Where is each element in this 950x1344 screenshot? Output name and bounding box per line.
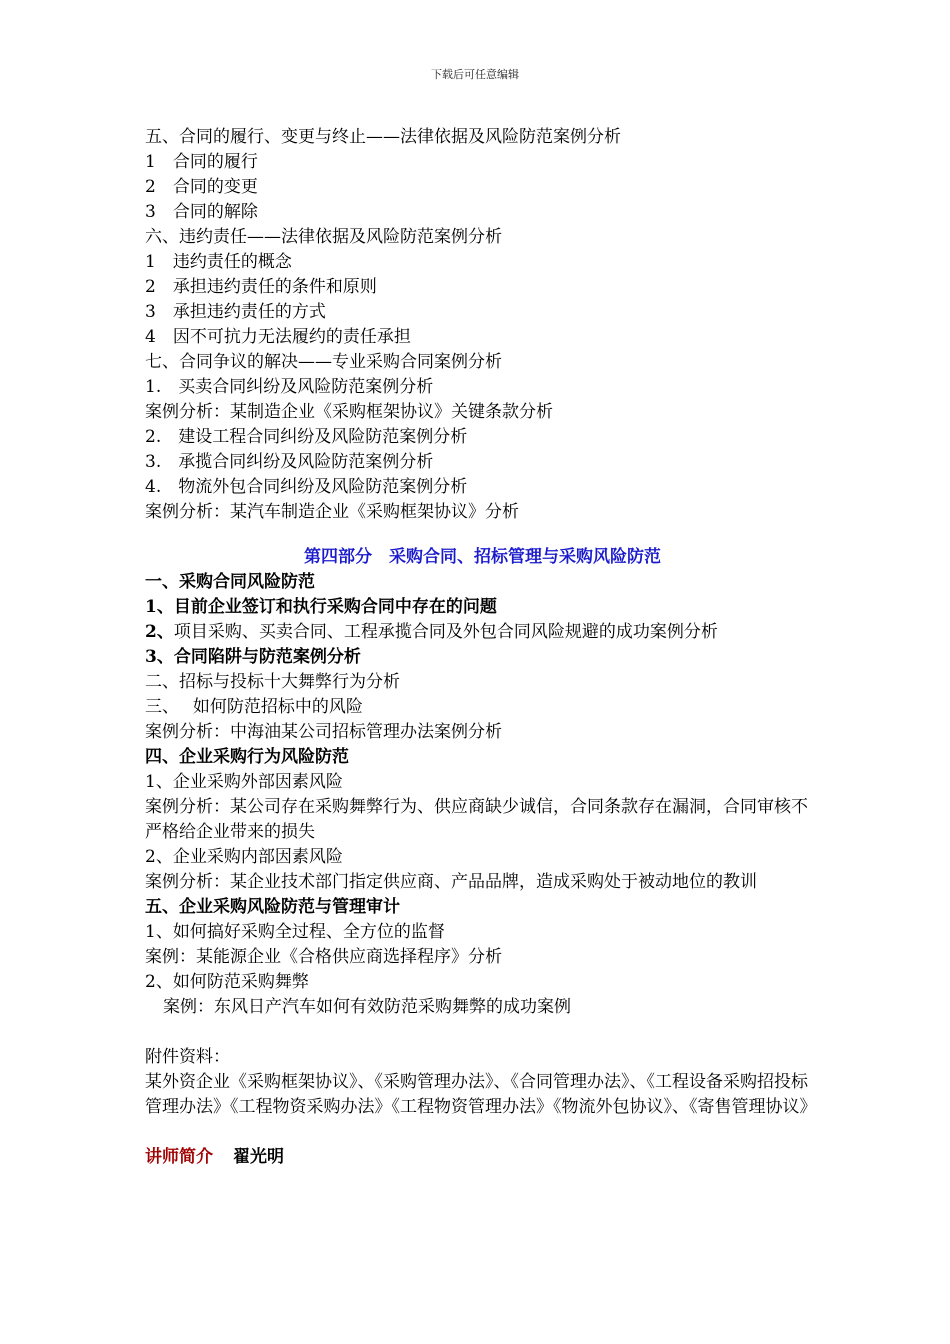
list-item: 2 合同的变更: [145, 177, 258, 197]
item-text: 项目采购、买卖合同、工程承揽合同及外包合同风险规避的成功案例分析: [173, 622, 718, 642]
case-analysis: 案例：东风日产汽车如何有效防范采购舞弊的成功案例: [163, 997, 571, 1017]
list-item: 2、企业采购内部因素风险: [145, 847, 343, 867]
list-item: 1 合同的履行: [145, 152, 258, 172]
list-item: 1、目前企业签订和执行采购合同中存在的问题: [145, 597, 497, 617]
list-item: [145, 620, 820, 645]
list-item: 案例分析：某制造企业《采购框架协议》关键条款分析: [145, 402, 553, 422]
list-item: 3 合同的解除: [145, 202, 258, 222]
part4-s4-title: 四、企业采购行为风险防范: [145, 747, 349, 767]
list-item: 1 违约责任的概念: [145, 252, 292, 272]
section-6-title: 六、违约责任——法律依据及风险防范案例分析: [145, 227, 502, 247]
list-item: 4. 物流外包合同纠纷及风险防范案例分析: [145, 477, 468, 497]
list-item: 3 承担违约责任的方式: [145, 302, 326, 322]
part4-s2-title: 二、招标与投标十大舞弊行为分析: [145, 672, 400, 692]
list-item: 1. 买卖合同纠纷及风险防范案例分析: [145, 377, 434, 397]
list-item: 1、企业采购外部因素风险: [145, 772, 343, 792]
document-body: [145, 125, 820, 1170]
case-analysis: 案例：某能源企业《合格供应商选择程序》分析: [145, 947, 502, 967]
instructor-label: 讲师简介: [145, 1147, 213, 1167]
list-item: 3、合同陷阱与防范案例分析: [145, 647, 361, 667]
part4-s3-title: 三、 如何防范招标中的风险: [145, 697, 363, 717]
section-7-title: 七、合同争议的解决——专业采购合同案例分析: [145, 352, 502, 372]
attachments-label: 附件资料：: [145, 1047, 230, 1067]
item-number: 2、: [145, 622, 174, 642]
page-header: 下载后可任意编辑: [431, 68, 519, 81]
list-item: 1、如何搞好采购全过程、全方位的监督: [145, 922, 445, 942]
attachments-text: 某外资企业《采购框架协议》、《采购管理办法》、《合同管理办法》、《工程设备采购招投标管理办法》《工程物资采购办法》《工程物资管理办法》《物流外包协议》、《寄售管理协议》: [145, 1072, 817, 1117]
part4-s1-title: 一、采购合同风险防范: [145, 572, 315, 592]
section-5-title: 五、合同的履行、变更与终止——法律依据及风险防范案例分析: [145, 127, 621, 147]
case-analysis: 案例分析：某企业技术部门指定供应商、产品品牌，造成采购处于被动地位的教训: [145, 872, 757, 892]
list-item: 案例分析：某汽车制造企业《采购框架协议》分析: [145, 502, 519, 522]
list-item: 2、如何防范采购舞弊: [145, 972, 309, 992]
instructor-name: 翟光明: [233, 1147, 284, 1167]
instructor-heading: [145, 1145, 820, 1170]
list-item: 3. 承揽合同纠纷及风险防范案例分析: [145, 452, 434, 472]
case-analysis: 案例分析：中海油某公司招标管理办法案例分析: [145, 722, 502, 742]
part-4-heading: 第四部分 采购合同、招标管理与采购风险防范: [304, 547, 661, 567]
case-analysis: 案例分析：某公司存在采购舞弊行为、供应商缺少诚信，合同条款存在漏洞，合同审核不严格给企业带来的损失: [145, 797, 808, 842]
list-item: 2. 建设工程合同纠纷及风险防范案例分析: [145, 427, 468, 447]
list-item: 4 因不可抗力无法履约的责任承担: [145, 327, 411, 347]
list-item: 2 承担违约责任的条件和原则: [145, 277, 377, 297]
part4-s5-title: 五、企业采购风险防范与管理审计: [145, 897, 400, 917]
